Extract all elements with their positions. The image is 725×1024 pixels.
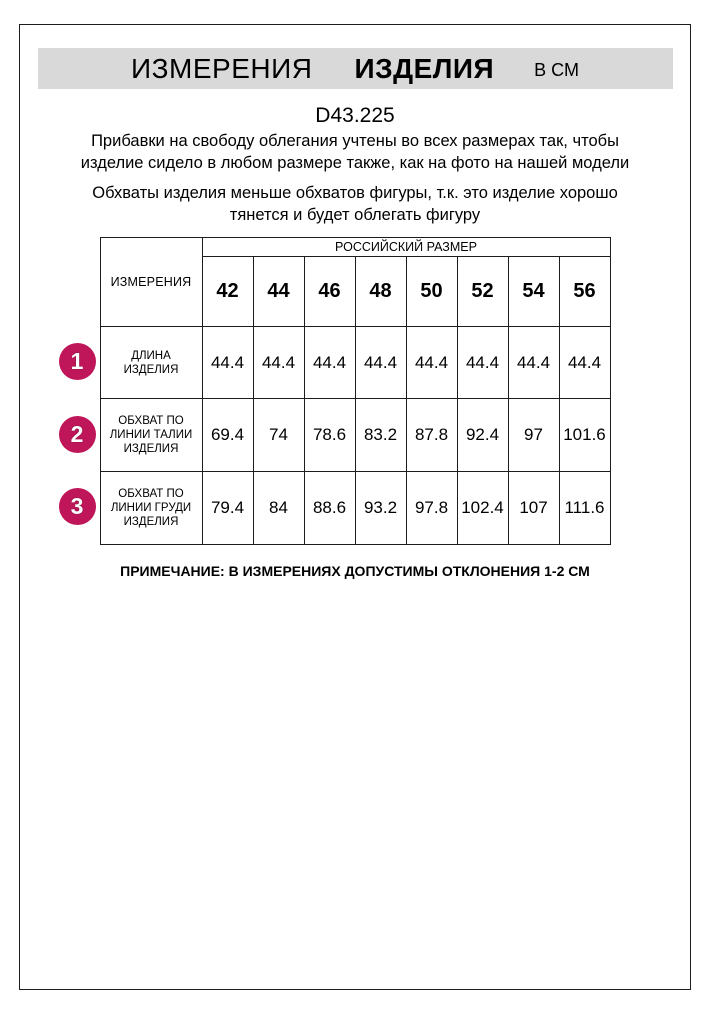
- title-units: В СМ: [534, 60, 579, 80]
- table-cell: 44.4: [253, 327, 304, 399]
- table-cell: 44.4: [457, 327, 508, 399]
- size-header-46: 46: [304, 257, 355, 327]
- title-product: ИЗДЕЛИЯ: [354, 52, 495, 84]
- model-code: D43.225: [315, 104, 395, 127]
- table-cell: 88.6: [304, 472, 355, 545]
- table-cell: 69.4: [202, 399, 253, 472]
- size-header-42: 42: [202, 257, 253, 327]
- size-header-48: 48: [355, 257, 406, 327]
- table-cell: 44.4: [202, 327, 253, 399]
- size-table: [100, 237, 611, 545]
- table-corner-label: ИЗМЕРЕНИЯ: [100, 238, 202, 327]
- intro-paragraph-1: Прибавки на свободу облегания учтены во всех размерах так, чтобы изделие сидело в любом размере также, как на фото на нашей модели: [80, 132, 630, 172]
- title-measurements: ИЗМЕРЕНИЯ: [131, 52, 313, 84]
- size-table-wrap: [70, 237, 611, 545]
- row-label-text: ОБХВАТ ПО ЛИНИИ ГРУДИ ИЗДЕЛИЯ: [110, 488, 192, 528]
- table-row: [100, 399, 610, 472]
- row-number-badge-2: 2: [59, 416, 96, 453]
- note-text: ПРИМЕЧАНИЕ: В ИЗМЕРЕНИЯХ ДОПУСТИМЫ ОТКЛОНЕНИЯ 1-2 СМ: [120, 563, 590, 579]
- row-label-length: [100, 327, 202, 399]
- table-group-header-row: [100, 238, 610, 257]
- table-cell: 78.6: [304, 399, 355, 472]
- table-cell: 107: [508, 472, 559, 545]
- row-label-text: ДЛИНА ИЗДЕЛИЯ: [123, 349, 179, 376]
- table-row: [100, 327, 610, 399]
- table-cell: 102.4: [457, 472, 508, 545]
- size-header-52: 52: [457, 257, 508, 327]
- row-label-text: ОБХВАТ ПО ЛИНИИ ТАЛИИ ИЗДЕЛИЯ: [109, 415, 193, 455]
- document-page: [19, 24, 691, 990]
- table-cell: 92.4: [457, 399, 508, 472]
- table-group-header: РОССИЙСКИЙ РАЗМЕР: [202, 238, 610, 257]
- row-number-badge-1: 1: [59, 343, 96, 380]
- table-cell: 44.4: [508, 327, 559, 399]
- table-cell: 44.4: [559, 327, 610, 399]
- table-row: [100, 472, 610, 545]
- table-cell: 93.2: [355, 472, 406, 545]
- table-cell: 44.4: [355, 327, 406, 399]
- table-cell: 97: [508, 399, 559, 472]
- size-header-54: 54: [508, 257, 559, 327]
- row-label-chest: [100, 472, 202, 545]
- table-cell: 111.6: [559, 472, 610, 545]
- size-header-44: 44: [253, 257, 304, 327]
- table-cell: 84: [253, 472, 304, 545]
- row-label-waist: [100, 399, 202, 472]
- table-cell: 44.4: [304, 327, 355, 399]
- title-band: [38, 48, 673, 89]
- table-cell: 83.2: [355, 399, 406, 472]
- table-cell: 87.8: [406, 399, 457, 472]
- table-cell: 44.4: [406, 327, 457, 399]
- size-header-56: 56: [559, 257, 610, 327]
- intro-paragraph-2: Обхваты изделия меньше обхватов фигуры, т.к. это изделие хорошо тянется и будет облегать фигуру: [92, 184, 618, 224]
- table-cell: 97.8: [406, 472, 457, 545]
- table-cell: 79.4: [202, 472, 253, 545]
- table-cell: 101.6: [559, 399, 610, 472]
- table-cell: 74: [253, 399, 304, 472]
- size-header-50: 50: [406, 257, 457, 327]
- row-number-badge-3: 3: [59, 488, 96, 525]
